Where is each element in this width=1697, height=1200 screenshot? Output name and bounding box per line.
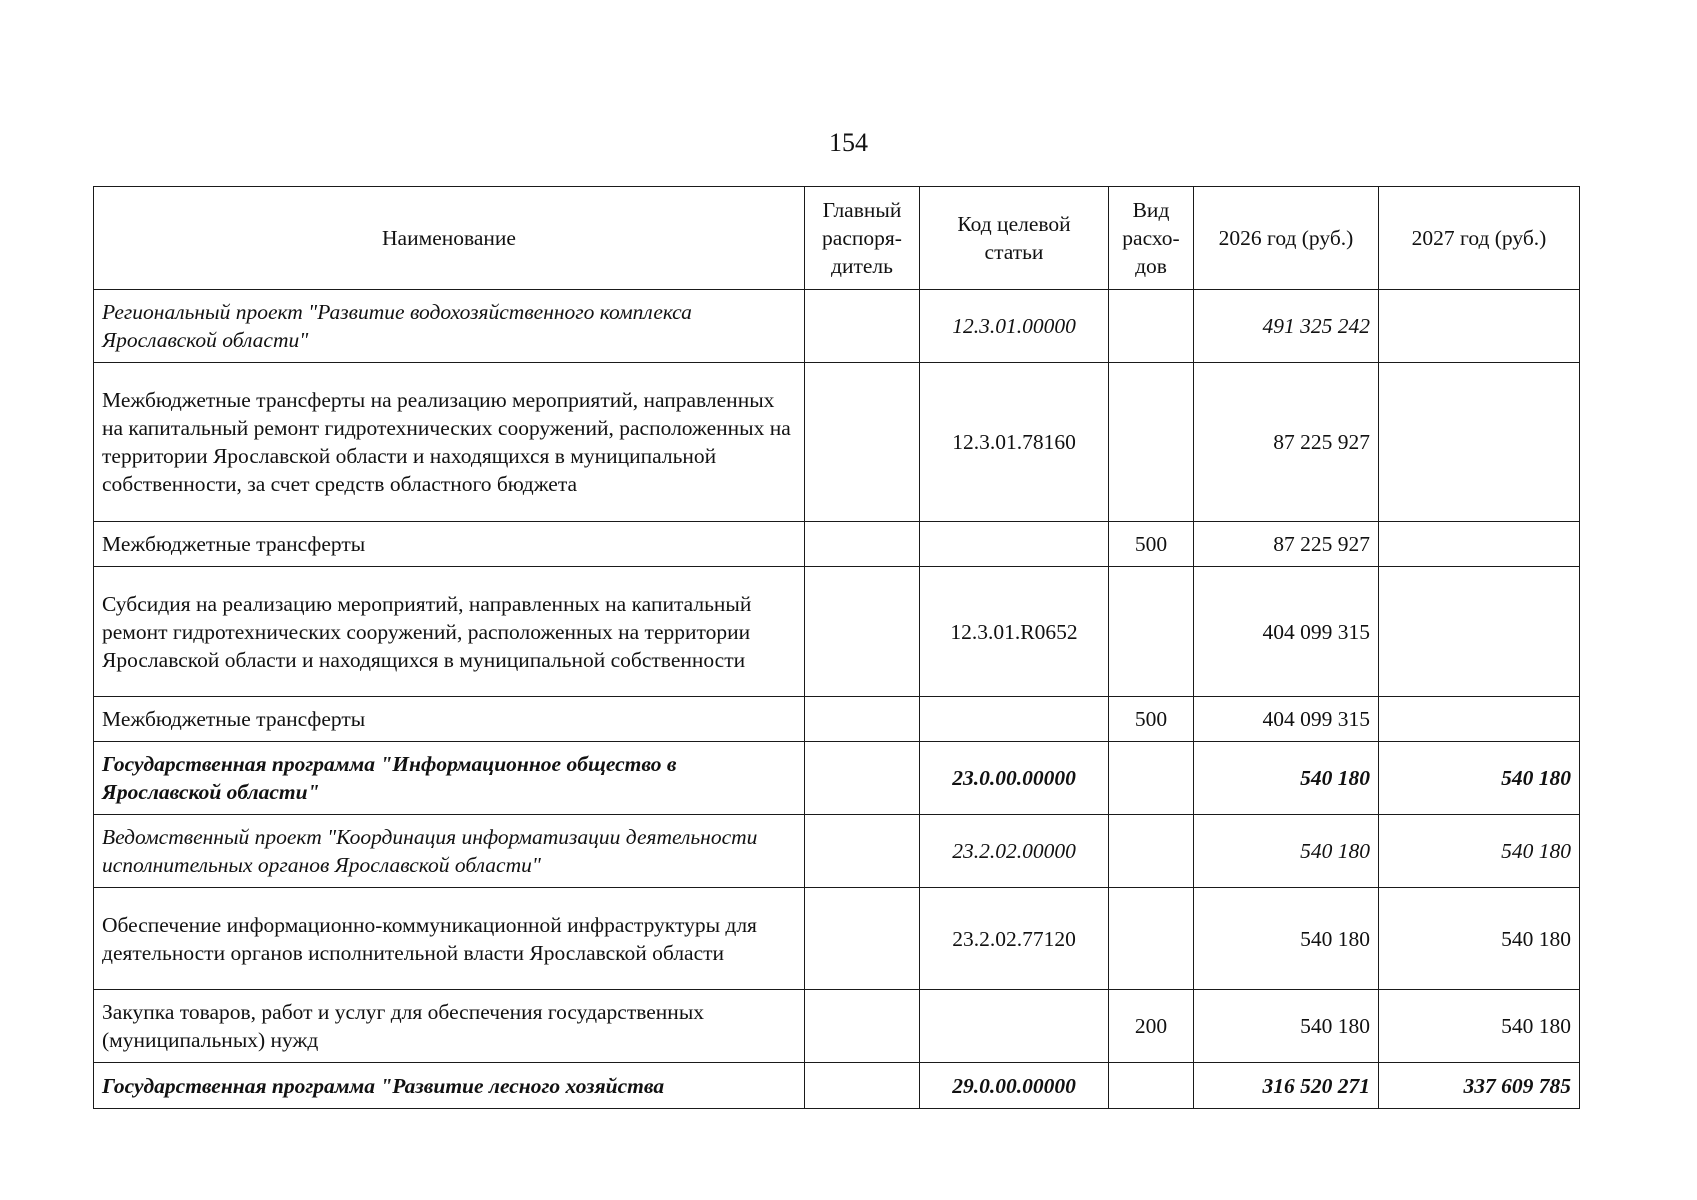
row-manager [805,290,920,363]
row-manager [805,697,920,742]
row-code [920,697,1109,742]
header-name: Наименование [94,187,805,290]
budget-table [93,186,1580,1109]
row-expense-type: 200 [1109,990,1194,1063]
row-2026: 491 325 242 [1194,290,1379,363]
row-code: 12.3.01.R0652 [920,567,1109,697]
row-name: Закупка товаров, работ и услуг для обеспечения государственных (муниципальных) нужд [94,990,805,1063]
header-2026: 2026 год (руб.) [1194,187,1379,290]
row-code: 23.0.00.00000 [920,742,1109,815]
row-expense-type [1109,742,1194,815]
header-manager: Главный распоря-дитель [805,187,920,290]
row-manager [805,815,920,888]
row-2027 [1379,697,1580,742]
table-row [94,697,1580,742]
row-code: 23.2.02.00000 [920,815,1109,888]
row-2027 [1379,567,1580,697]
row-name: Обеспечение информационно-коммуникационной инфраструктуры для деятельности органов исполнительной власти Ярославской области [94,888,805,990]
row-2027 [1379,363,1580,522]
header-2027: 2027 год (руб.) [1379,187,1580,290]
row-manager [805,888,920,990]
table-row [94,363,1580,522]
row-manager [805,1063,920,1109]
row-expense-type [1109,1063,1194,1109]
row-code [920,522,1109,567]
row-expense-type: 500 [1109,522,1194,567]
row-code: 29.0.00.00000 [920,1063,1109,1109]
table-row [94,290,1580,363]
row-expense-type [1109,888,1194,990]
row-manager [805,567,920,697]
table-row [94,888,1580,990]
row-manager [805,522,920,567]
row-2026: 540 180 [1194,990,1379,1063]
table-header-row [94,187,1580,290]
row-2027: 337 609 785 [1379,1063,1580,1109]
row-name: Ведомственный проект "Координация информатизации деятельности исполнительных органов Ярославской области" [94,815,805,888]
header-code: Код целевой статьи [920,187,1109,290]
row-code: 12.3.01.78160 [920,363,1109,522]
table-row [94,815,1580,888]
row-name: Субсидия на реализацию мероприятий, направленных на капитальный ремонт гидротехнических сооружений, расположенных на территории Ярославской области и находящихся в муниципальной собственности [94,567,805,697]
row-2027 [1379,522,1580,567]
row-code: 23.2.02.77120 [920,888,1109,990]
row-2026: 404 099 315 [1194,697,1379,742]
row-2026: 316 520 271 [1194,1063,1379,1109]
row-2027: 540 180 [1379,990,1580,1063]
row-expense-type [1109,567,1194,697]
row-manager [805,990,920,1063]
row-2026: 87 225 927 [1194,363,1379,522]
row-2027: 540 180 [1379,888,1580,990]
row-2027 [1379,290,1580,363]
row-expense-type [1109,363,1194,522]
row-name: Государственная программа "Развитие лесного хозяйства [94,1063,805,1109]
row-2027: 540 180 [1379,815,1580,888]
row-name: Межбюджетные трансферты на реализацию мероприятий, направленных на капитальный ремонт гидротехнических сооружений, расположенных на территории Ярославской области и находящихся в муниципальной собственности, за счет средств областного бюджета [94,363,805,522]
table-row [94,522,1580,567]
row-expense-type: 500 [1109,697,1194,742]
row-2026: 540 180 [1194,888,1379,990]
row-code [920,990,1109,1063]
row-2026: 540 180 [1194,815,1379,888]
row-name: Межбюджетные трансферты [94,697,805,742]
row-name: Государственная программа "Информационное общество в Ярославской области" [94,742,805,815]
row-manager [805,742,920,815]
row-2027: 540 180 [1379,742,1580,815]
row-name: Региональный проект "Развитие водохозяйственного комплекса Ярославской области" [94,290,805,363]
page-number: 154 [829,128,868,157]
row-expense-type [1109,815,1194,888]
table-row [94,567,1580,697]
row-2026: 87 225 927 [1194,522,1379,567]
row-expense-type [1109,290,1194,363]
row-code: 12.3.01.00000 [920,290,1109,363]
row-2026: 404 099 315 [1194,567,1379,697]
header-expense-type: Вид расхо-дов [1109,187,1194,290]
table-row [94,990,1580,1063]
row-name: Межбюджетные трансферты [94,522,805,567]
row-manager [805,363,920,522]
table-row [94,742,1580,815]
table-row [94,1063,1580,1109]
row-2026: 540 180 [1194,742,1379,815]
